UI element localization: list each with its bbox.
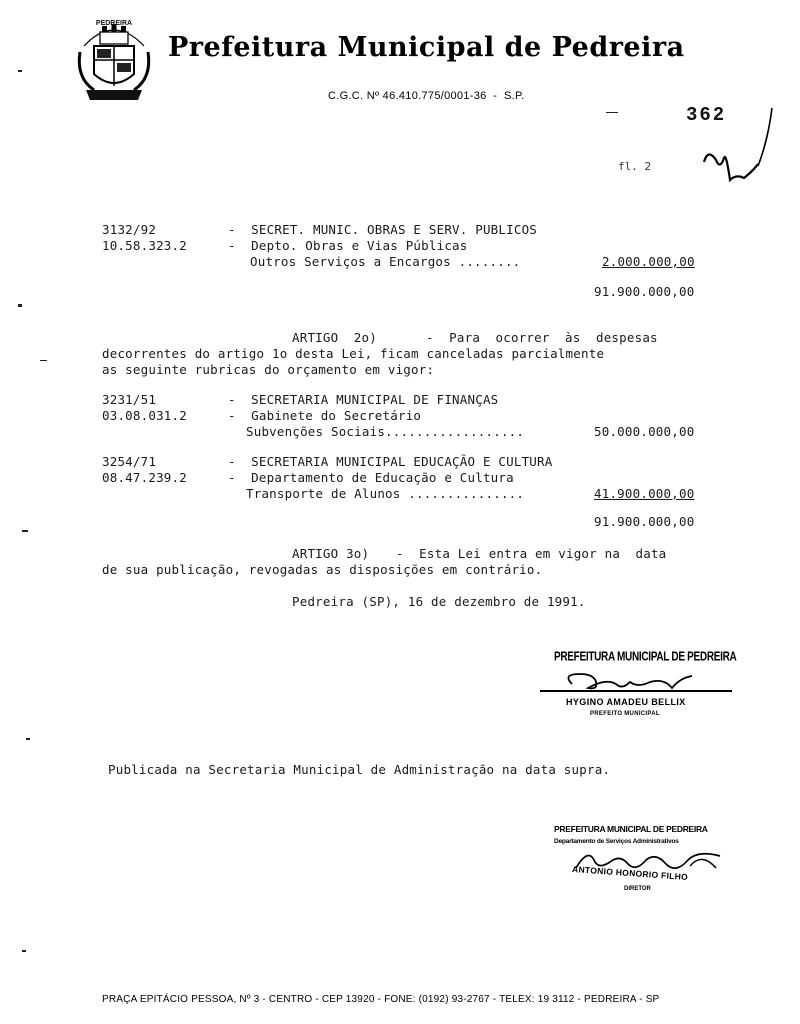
desc-depto-educacao: - Departamento de Educação e Cultura bbox=[228, 470, 514, 485]
date-line: Pedreira (SP), 16 de dezembro de 1991. bbox=[292, 594, 586, 609]
scan-speck bbox=[18, 304, 22, 307]
artigo2-text: - Para ocorrer às despesas bbox=[426, 330, 658, 345]
code-3254: 3254/71 bbox=[102, 454, 157, 469]
total-block-2: 91.900.000,00 bbox=[594, 514, 695, 529]
scan-speck bbox=[18, 70, 22, 72]
signature2-stamp-line1: PREFEITURA MUNICIPAL DE PEDREIRA bbox=[554, 824, 708, 834]
desc-depto-obras: - Depto. Obras e Vias Públicas bbox=[228, 238, 468, 253]
amount-50000000: 50.000.000,00 bbox=[594, 424, 695, 439]
code-08-47: 08.47.239.2 bbox=[102, 470, 187, 485]
desc-sec-financas: - SECRETARIA MUNICIPAL DE FINANÇAS bbox=[228, 392, 499, 407]
code-3231: 3231/51 bbox=[102, 392, 157, 407]
artigo3-text: - Esta Lei entra em vigor na data bbox=[396, 546, 667, 561]
artigo2-label: ARTIGO 2o) bbox=[292, 330, 377, 345]
crest-label: PEDREIRA bbox=[95, 20, 133, 27]
artigo2-line3: as seguinte rubricas do orçamento em vigor: bbox=[102, 362, 435, 377]
signature1-role: PREFEITO MUNICIPAL bbox=[590, 711, 660, 717]
page-title: Prefeitura Municipal de Pedreira bbox=[168, 32, 685, 63]
signature1-stamp: PREFEITURA MUNICIPAL DE PEDREIRA bbox=[554, 650, 737, 665]
total-block-1: 91.900.000,00 bbox=[594, 284, 695, 299]
coat-of-arms bbox=[74, 16, 154, 102]
coat-of-arms-icon bbox=[74, 16, 154, 102]
amount-41900000: 41.900.000,00 bbox=[594, 486, 695, 501]
amount-2000000: 2.000.000,00 bbox=[602, 254, 695, 269]
desc-sec-educacao: - SECRETARIA MUNICIPAL EDUCAÇÃO E CULTURA bbox=[228, 454, 553, 469]
scan-speck bbox=[22, 950, 26, 952]
scan-speck bbox=[40, 360, 47, 361]
desc-transporte: Transporte de Alunos ............... bbox=[246, 486, 525, 501]
code-10-58: 10.58.323.2 bbox=[102, 238, 187, 253]
artigo3-line2: de sua publicação, revogadas as disposições em contrário. bbox=[102, 562, 543, 577]
initials-mark bbox=[696, 100, 776, 200]
signature2-role: DIRETOR bbox=[624, 886, 651, 892]
folha-label: fl. 2 bbox=[618, 160, 652, 173]
scan-speck bbox=[22, 530, 28, 532]
cgc-number: C.G.C. Nº 46.410.775/0001-36 - S.P. bbox=[328, 90, 525, 102]
page-stamp-number: 362 bbox=[686, 104, 727, 126]
desc-outros-servicos: Outros Serviços a Encargos ........ bbox=[250, 254, 521, 269]
desc-secret-obras: - SECRET. MUNIC. OBRAS E SERV. PUBLICOS bbox=[228, 222, 538, 237]
signature2-stamp-line2: Departamento de Serviços Administrativos bbox=[554, 838, 679, 845]
code-03-08: 03.08.031.2 bbox=[102, 408, 187, 423]
scan-speck bbox=[26, 738, 30, 740]
desc-subvencoes: Subvenções Sociais.................. bbox=[246, 424, 525, 439]
footer-address: PRAÇA EPITÁCIO PESSOA, Nº 3 - CENTRO - CEP 13920 - FONE: (0192) 93-2767 - TELEX: 19 3112 - PEDREIRA - SP bbox=[102, 994, 660, 1005]
desc-gabinete: - Gabinete do Secretário bbox=[228, 408, 422, 423]
artigo3-label: ARTIGO 3o) bbox=[292, 546, 370, 561]
code-3132: 3132/92 bbox=[102, 222, 157, 237]
signature1-name: HYGINO AMADEU BELLIX bbox=[566, 697, 686, 707]
artigo2-line2: decorrentes do artigo 1o desta Lei, ficam canceladas parcialmente bbox=[102, 346, 605, 361]
signature2-name: ANTONIO HONORIO FILHO bbox=[571, 863, 689, 883]
scan-speck bbox=[606, 112, 618, 113]
publication-note: Publicada na Secretaria Municipal de Administração na data supra. bbox=[108, 762, 611, 777]
signature1-line bbox=[540, 690, 732, 692]
